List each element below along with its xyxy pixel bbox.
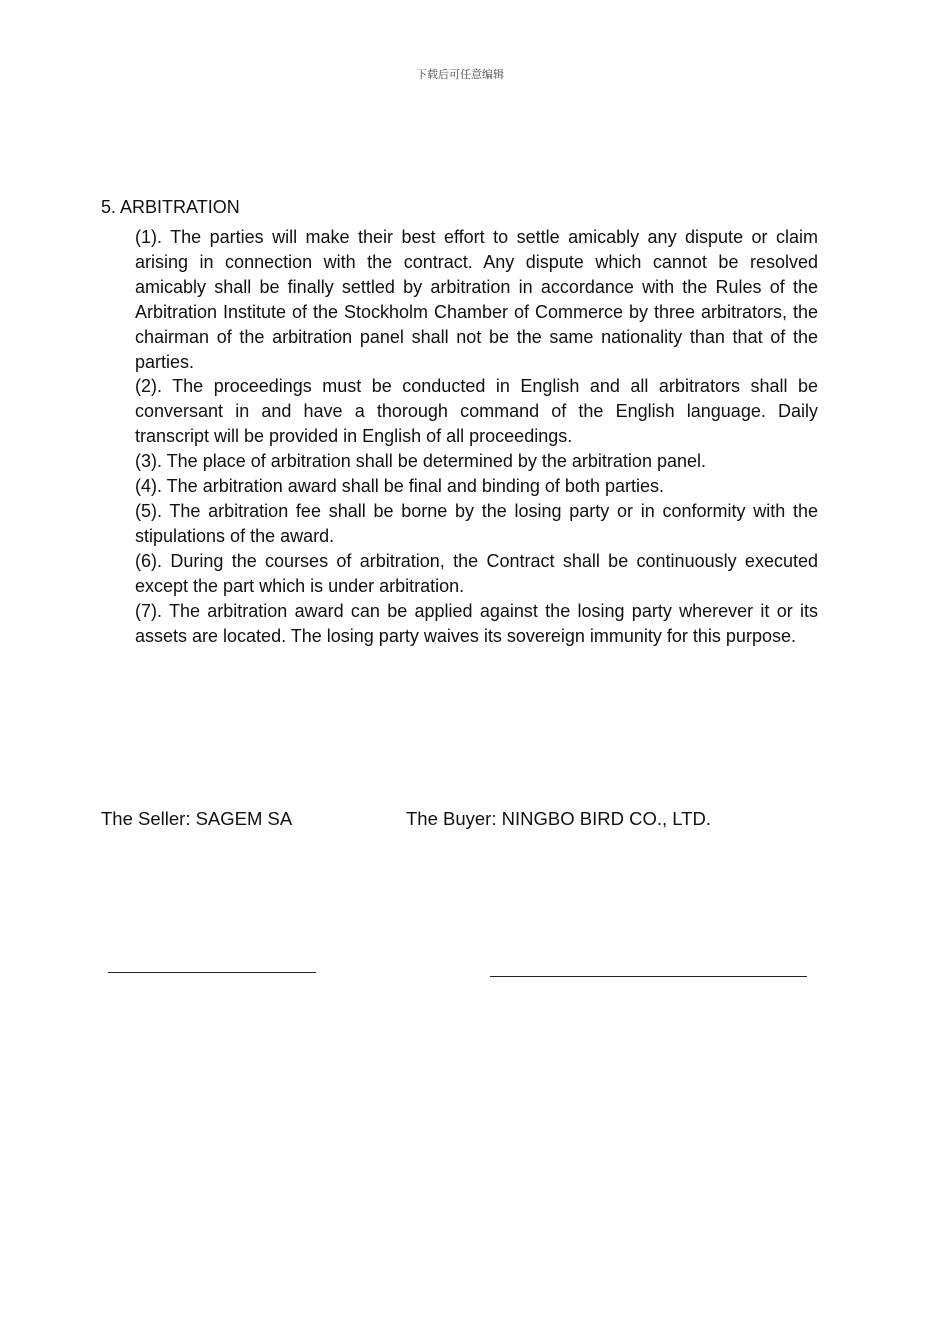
seller-signature-line (108, 972, 316, 973)
buyer-signature-line (490, 976, 807, 977)
clause-2: (2). The proceedings must be conducted in English and all arbitrators shall be conversant in and have a thorough command of the English language. Daily transcript will be provided in English of all proceedings. (135, 376, 818, 447)
page-header-note: 下载后可任意编辑 (416, 68, 504, 81)
clause-4: (4). The arbitration award shall be final and binding of both parties. (135, 476, 664, 497)
clause-5: (5). The arbitration fee shall be borne by the losing party or in conformity with the stipulations of the award. (135, 500, 818, 546)
buyer-label: The Buyer: NINGBO BIRD CO., LTD. (406, 808, 711, 829)
clause-list (135, 225, 818, 648)
clause-3: (3). The place of arbitration shall be determined by the arbitration panel. (135, 451, 706, 472)
clause-1: (1). The parties will make their best effort to settle amicably any dispute or claim arising in connection with the contract. Any dispute which cannot be resolved amicably shall be finally settled by arbitration in accordance with the Rules of the Arbitration Institute of the Stockholm Chamber of Commerce by three arbitrators, the chairman of the arbitration panel shall not be the same nationality than that of the parties. (135, 227, 818, 372)
section-title: 5. ARBITRATION (101, 197, 240, 217)
seller-label: The Seller: SAGEM SA (101, 808, 293, 829)
clause-6: (6). During the courses of arbitration, the Contract shall be continuously executed except the part which is under arbitration. (135, 550, 818, 596)
clause-7: (7). The arbitration award can be applied against the losing party wherever it or its assets are located. The losing party waives its sovereign immunity for this purpose. (135, 600, 818, 646)
